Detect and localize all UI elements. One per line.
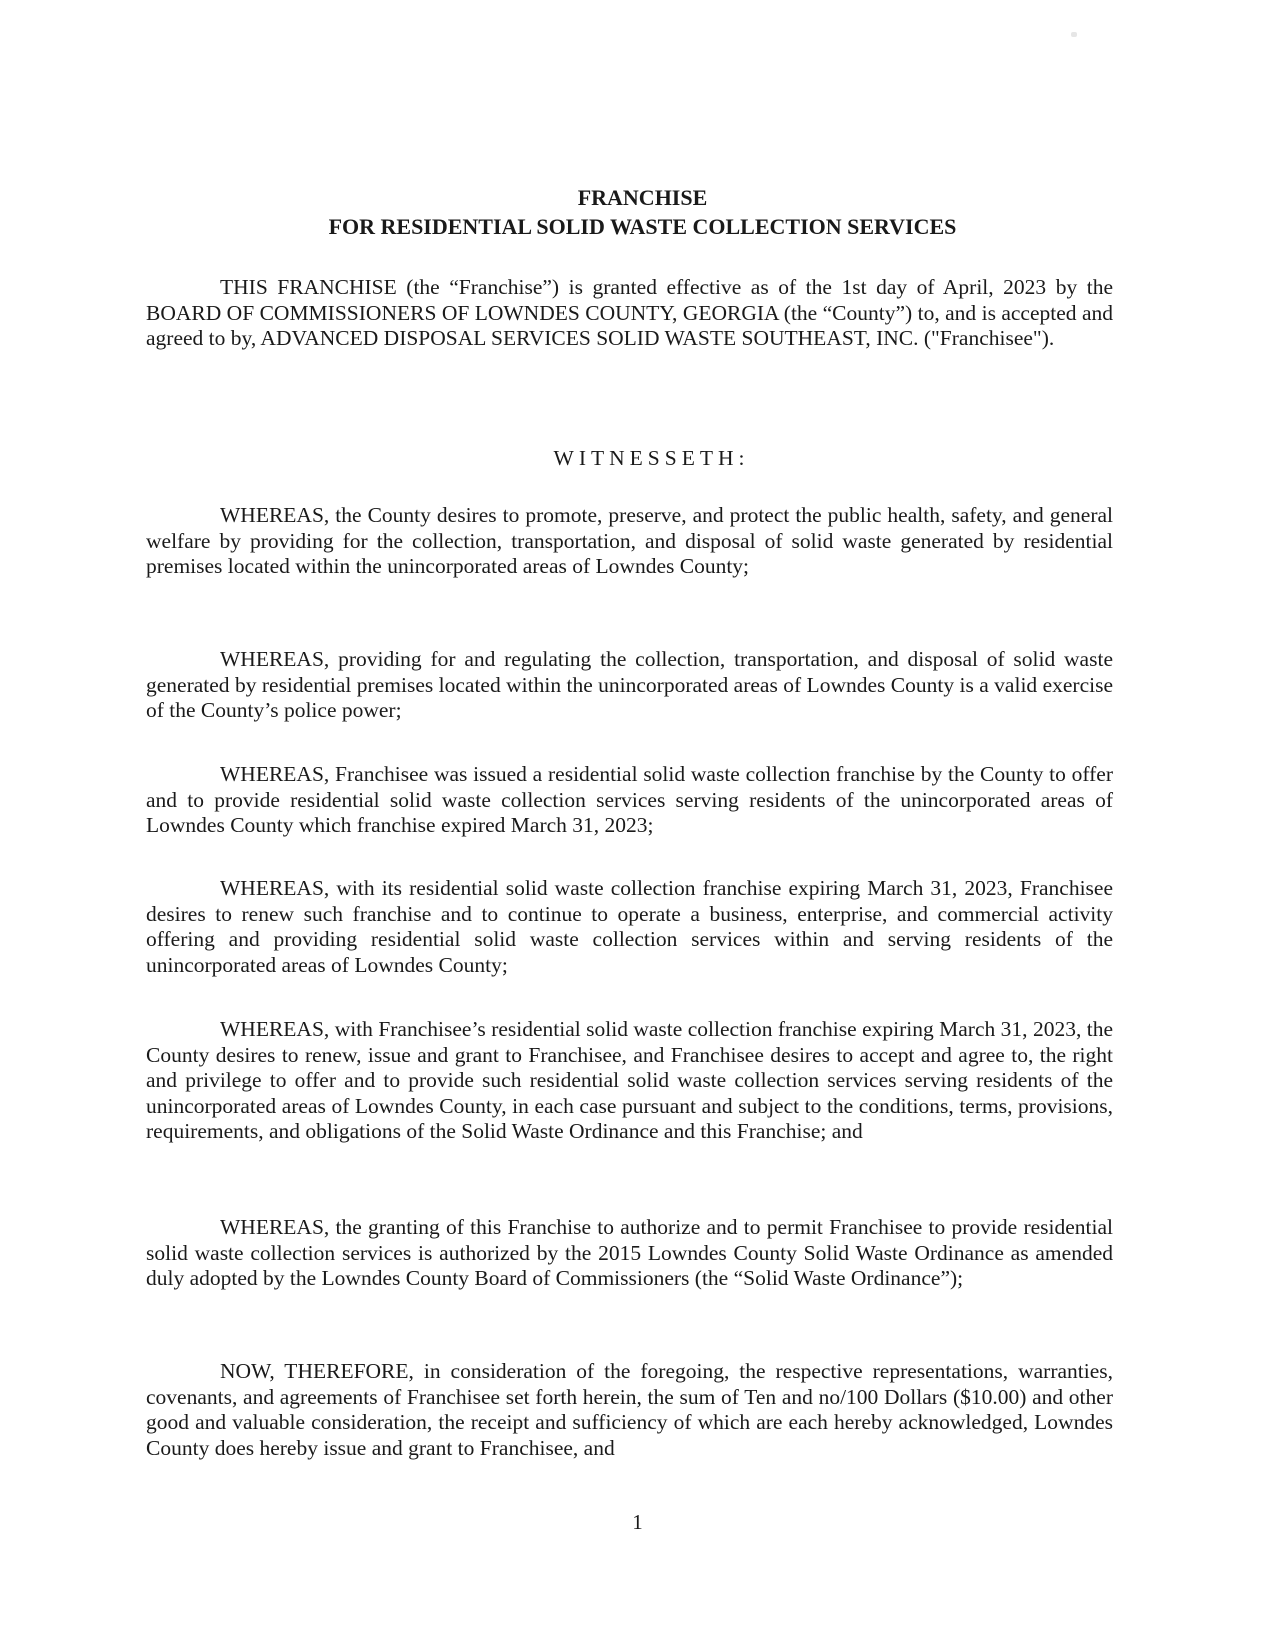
document-title-block bbox=[0, 183, 1275, 241]
recital-paragraph-1: WHEREAS, the County desires to promote, preserve, and protect the public health, safety, and general welfare by providing for the collection, transportation, and disposal of solid waste generated by residential premises located within the unincorporated areas of Lowndes County; bbox=[146, 503, 1113, 578]
witnesseth-heading: WITNESSETH: bbox=[553, 446, 750, 470]
recital-paragraph-5: WHEREAS, with Franchisee’s residential solid waste collection franchise expiring March 31, 2023, the County desires to renew, issue and grant to Franchisee, and Franchisee desires to accept and agree to, the right and privilege to offer and to provide such residential solid waste collection services serving residents of the unincorporated areas of Lowndes County, in each case pursuant and subject to the conditions, terms, provisions, requirements, and obligations of the Solid Waste Ordinance and this Franchise; and bbox=[146, 1017, 1113, 1143]
document-subtitle: FOR RESIDENTIAL SOLID WASTE COLLECTION SERVICES bbox=[328, 214, 957, 239]
now-therefore-paragraph: NOW, THEREFORE, in consideration of the foregoing, the respective representations, warranties, covenants, and agreements of Franchisee set forth herein, the sum of Ten and no/100 Dollars ($10.00) and other good and valuable consideration, the receipt and sufficiency of which are each hereby acknowledged, Lowndes County does hereby issue and grant to Franchisee, and bbox=[146, 1359, 1113, 1460]
recital-paragraph-3: WHEREAS, Franchisee was issued a residential solid waste collection franchise by the County to offer and to provide residential solid waste collection services serving residents of the unincorporated areas of Lowndes County which franchise expired March 31, 2023; bbox=[146, 762, 1113, 837]
document-title: FRANCHISE bbox=[577, 185, 708, 210]
recital-paragraph-6: WHEREAS, the granting of this Franchise to authorize and to permit Franchisee to provide residential solid waste collection services is authorized by the 2015 Lowndes County Solid Waste Ordinance as amended duly adopted by the Lowndes County Board of Commissioners (the “Solid Waste Ordinance”); bbox=[146, 1215, 1113, 1290]
recital-paragraph-4: WHEREAS, with its residential solid waste collection franchise expiring March 31, 2023, Franchisee desires to renew such franchise and to continue to operate a business, enterprise, and commercial activity offering and providing residential solid waste collection services within and serving residents of the unincorporated areas of Lowndes County; bbox=[146, 876, 1113, 977]
recital-paragraph-2: WHEREAS, providing for and regulating the collection, transportation, and disposal of solid waste generated by residential premises located within the unincorporated areas of Lowndes County is a valid exercise of the County’s police power; bbox=[146, 647, 1113, 722]
page-number: 1 bbox=[632, 1510, 643, 1534]
intro-paragraph: THIS FRANCHISE (the “Franchise”) is granted effective as of the 1st day of April, 2023 by the BOARD OF COMMISSIONERS OF LOWNDES COUNTY, GEORGIA (the “County”) to, and is accepted and agreed to by, ADVANCED DISPOSAL SERVICES SOLID WASTE SOUTHEAST, INC. ("Franchisee"). bbox=[146, 275, 1113, 350]
scan-artifact bbox=[1071, 32, 1077, 37]
